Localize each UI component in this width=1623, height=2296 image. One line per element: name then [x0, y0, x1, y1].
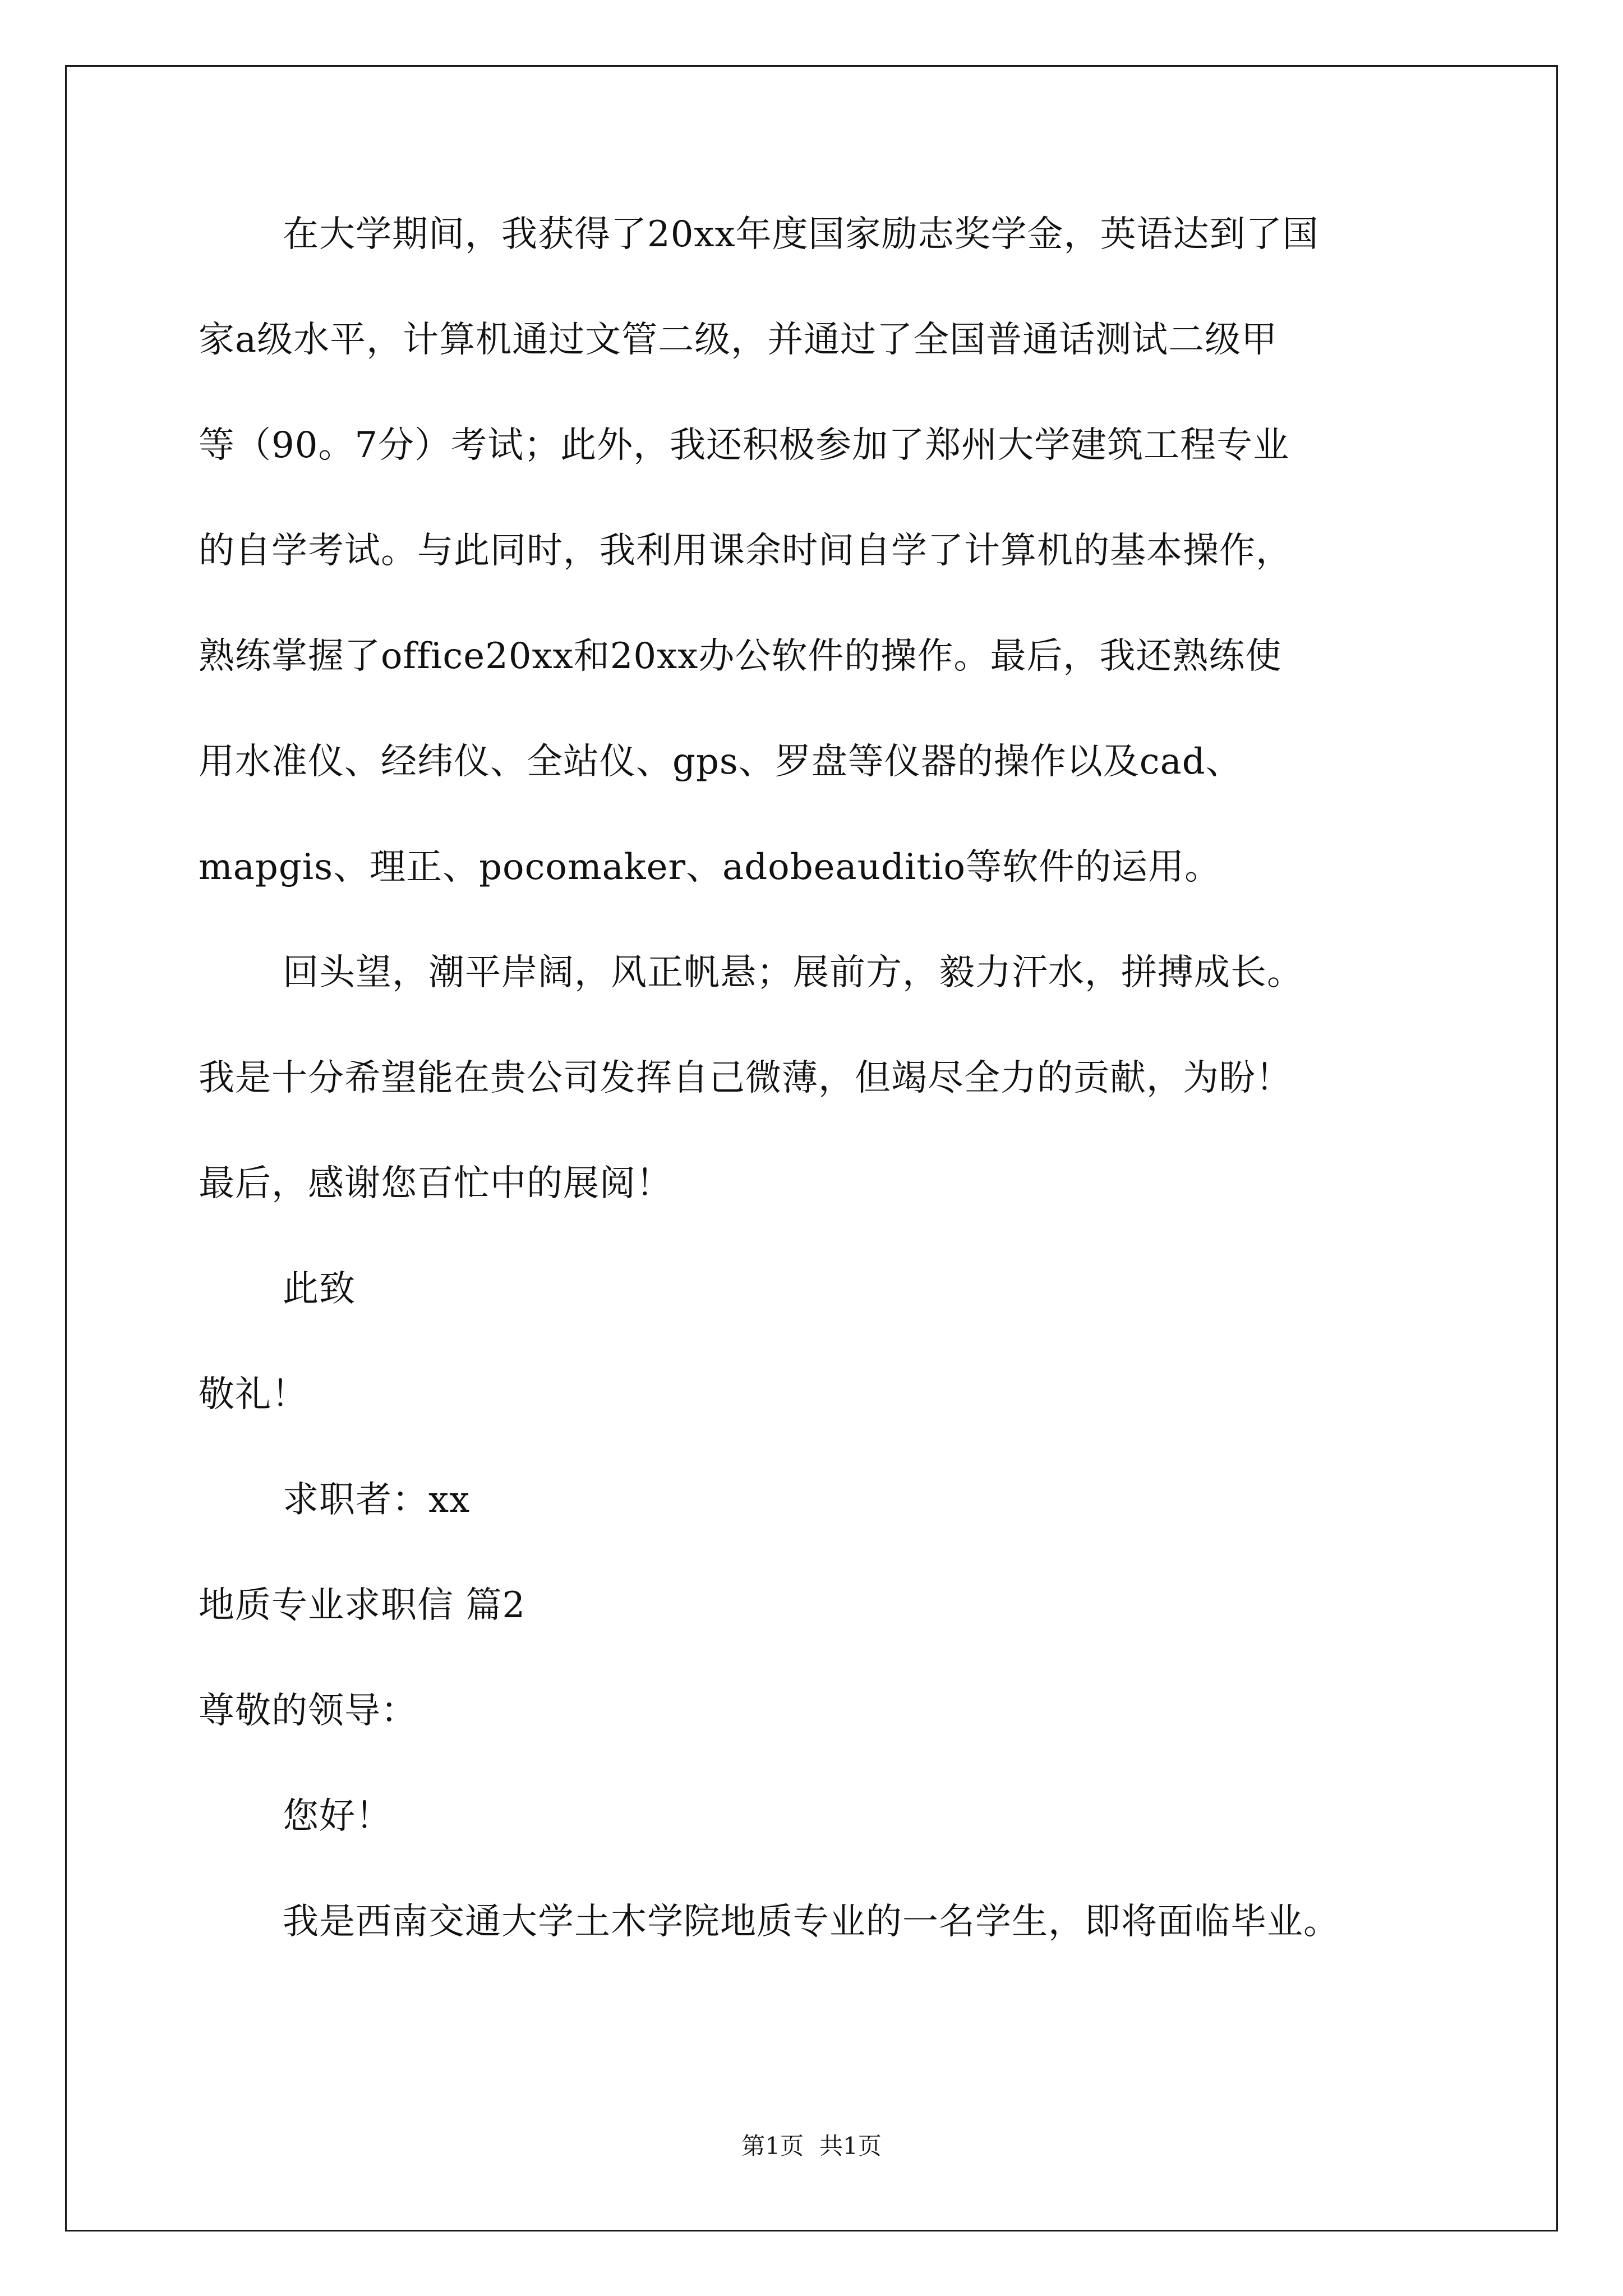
page-footer — [0, 2129, 1623, 2163]
paragraph-line: 用水准仪、经纬仪、全站仪、gps、罗盘等仪器的操作以及cad、 — [199, 741, 1242, 783]
salutation-line: 此致 — [283, 1268, 356, 1310]
greeting-line: 尊敬的领导： — [199, 1690, 417, 1732]
greeting-line: 您好！ — [283, 1796, 392, 1837]
paragraph-line: mapgis、理正、pocomaker、adobeauditio等软件的运用。 — [199, 846, 1221, 888]
paragraph-line: 的自学考试。与此同时，我利用课余时间自学了计算机的基本操作， — [199, 530, 1292, 572]
signature-line: 求职者：xx — [283, 1479, 471, 1521]
salutation-line: 敬礼！ — [199, 1374, 308, 1415]
page-total: 共1页 — [819, 2132, 882, 2160]
paragraph-line: 等（90。7分）考试；此外，我还积极参加了郑州大学建筑工程专业 — [199, 425, 1290, 466]
paragraph-line: 我是十分希望能在贵公司发挥自己微薄，但竭尽全力的贡献，为盼！ — [199, 1057, 1292, 1099]
section-title: 地质专业求职信 篇2 — [199, 1585, 526, 1626]
paragraph-line: 最后，感谢您百忙中的展阅！ — [199, 1163, 672, 1204]
paragraph-line: 回头望，潮平岸阔，风正帆悬；展前方，毅力汗水，拼搏成长。 — [283, 952, 1303, 993]
paragraph-line: 在大学期间，我获得了20xx年度国家励志奖学金，英语达到了国 — [283, 214, 1319, 255]
paragraph-line: 家a级水平，计算机通过文管二级，并通过了全国普通话测试二级甲 — [199, 319, 1278, 361]
paragraph-line: 我是西南交通大学土木学院地质专业的一名学生，即将面临毕业。 — [283, 1901, 1340, 1943]
page-number: 第1页 — [741, 2132, 804, 2160]
paragraph-line: 熟练掌握了office20xx和20xx办公软件的操作。最后，我还熟练使 — [199, 636, 1282, 677]
